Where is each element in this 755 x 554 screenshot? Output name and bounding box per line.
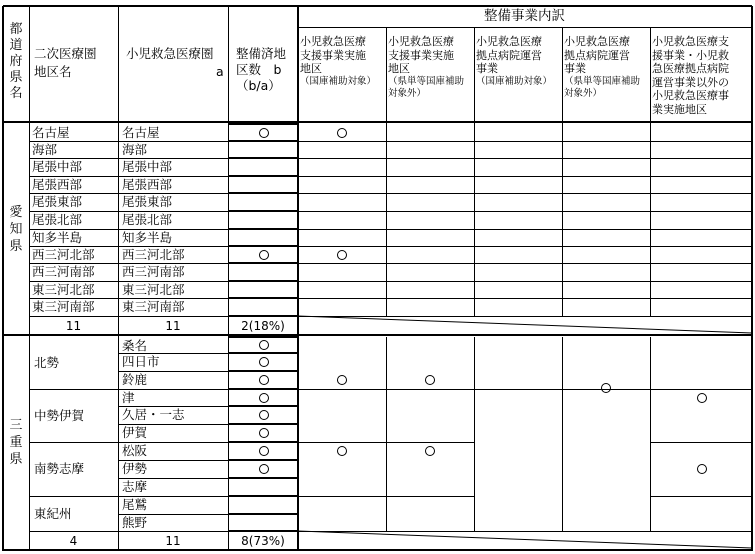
- secondary-area-name: 名古屋: [32, 125, 70, 140]
- sub-column-header-line: 拠点病院運営: [564, 48, 630, 62]
- summary-diagonal-line: [298, 316, 752, 333]
- secondary-area-name: 西三河南部: [32, 264, 95, 279]
- sub-column-header-line: 地区: [300, 62, 322, 75]
- sub-column-note: （国庫補助対象）: [300, 75, 377, 87]
- secondary-area-name: 尾張西部: [32, 177, 83, 192]
- pref-name-char: 重: [9, 435, 23, 450]
- support-project-circle-icon: [425, 446, 435, 456]
- secondary-area-name: 尾張北部: [32, 212, 83, 227]
- pref-header-char: 県: [9, 70, 23, 85]
- sub-column-header-line: 小児救急医療: [388, 35, 454, 48]
- rule-h: [228, 530, 298, 532]
- other-project-circle-icon: [697, 464, 707, 474]
- sub-column-header-line: 小児救急医療: [564, 35, 630, 48]
- support-project-circle-icon: [337, 446, 347, 456]
- secondary-area-header: 地区名: [34, 64, 72, 79]
- pediatric-area-name: 知多半島: [122, 230, 173, 245]
- rule-h: [650, 496, 752, 497]
- maintained-circle-icon: [259, 357, 269, 367]
- rule-h: [228, 423, 298, 425]
- sub-column-header-line: 小児救急医療事: [652, 89, 729, 102]
- pediatric-area-name: 伊賀: [122, 425, 148, 440]
- rule-h: [228, 388, 298, 390]
- rule-v: [386, 337, 387, 531]
- rule-v: [562, 337, 563, 531]
- total-secondary: 11: [65, 319, 82, 333]
- maintained-circle-icon: [259, 393, 269, 403]
- maintained-circle-icon: [259, 340, 269, 350]
- sub-column-header-line: 援事業・小児救: [652, 48, 729, 62]
- maintained-circle-icon: [259, 428, 269, 438]
- rule-h: [228, 336, 298, 338]
- sub-column-note: （県単等国庫補助対象外）: [564, 75, 641, 99]
- pref-name-char: 県: [9, 239, 23, 254]
- pediatric-area-name: 尾張北部: [122, 212, 173, 227]
- rule-h: [228, 405, 298, 407]
- total-secondary: 4: [69, 534, 78, 548]
- sub-column-header-line: 地区: [388, 62, 410, 75]
- pediatric-area-name: 伊勢: [122, 461, 148, 476]
- pref-name-char: 知: [9, 222, 23, 237]
- rule-h: [228, 513, 298, 515]
- pref-name-char: 愛: [9, 205, 23, 220]
- pediatric-area-name: 志摩: [122, 479, 148, 494]
- summary-diagonal-line: [298, 531, 752, 548]
- secondary-area-name: 中勢伊賀: [34, 407, 85, 423]
- rule-h: [650, 389, 752, 390]
- sub-column-header-line: 小児救急医療: [476, 35, 542, 48]
- pediatric-area-name: 松阪: [122, 443, 148, 458]
- rule-h: [228, 441, 298, 443]
- pediatric-area-name: 鈴鹿: [122, 372, 148, 387]
- secondary-area-name: 尾張中部: [32, 159, 83, 174]
- secondary-area-name: 尾張東部: [32, 194, 83, 209]
- pediatric-area-name: 桑名: [122, 338, 148, 353]
- pref-name-char: 県: [9, 452, 23, 467]
- sub-column-header-line: 事業: [476, 62, 498, 75]
- pediatric-area-name: 西三河北部: [122, 247, 185, 262]
- pediatric-area-name: 津: [122, 390, 135, 405]
- group-title: 整備事業内訳: [484, 8, 565, 24]
- rule-h: [228, 352, 298, 354]
- rule-h: [228, 459, 298, 461]
- rule-h: [228, 370, 298, 372]
- maintained-header: 整備済地: [236, 46, 287, 61]
- secondary-area-header: 二次医療圏: [34, 46, 97, 61]
- pediatric-area-name: 熊野: [122, 515, 148, 530]
- base-hospital-circle-icon: [601, 383, 611, 393]
- rule-h: [228, 477, 298, 479]
- secondary-area-name: 東三河南部: [32, 299, 95, 314]
- pref-header-char: 府: [9, 54, 23, 69]
- rule-h: [29, 496, 118, 497]
- pediatric-area-name: 海部: [122, 142, 148, 157]
- sub-column-header-line: 事業: [564, 62, 586, 75]
- pref-header-char: 都: [9, 22, 23, 37]
- support-project-circle-icon: [425, 375, 435, 385]
- sub-column-header-line: 小児救急医療: [300, 35, 366, 48]
- sub-column-header-line: 業実施地区: [652, 102, 707, 116]
- total-pediatric: 11: [165, 319, 181, 333]
- maintained-circle-icon: [259, 410, 269, 420]
- pediatric-area-header-a: a: [216, 64, 224, 79]
- other-project-circle-icon: [697, 393, 707, 403]
- pediatric-area-name: 東三河北部: [122, 282, 185, 297]
- pediatric-area-name: 四日市: [122, 354, 160, 369]
- pref-header-char: 名: [9, 86, 23, 101]
- sub-column-header-line: 運営事業以外の: [652, 75, 729, 89]
- maintained-circle-icon: [259, 464, 269, 474]
- rule-h: [29, 531, 118, 532]
- secondary-area-name: 知多半島: [32, 230, 83, 245]
- secondary-area-name: 海部: [32, 142, 58, 157]
- pediatric-area-name: 尾張中部: [122, 159, 173, 174]
- total-maintained: 2(18%): [241, 319, 285, 333]
- sub-column-header-line: 支援事業実施: [388, 48, 454, 62]
- pediatric-area-name: 東三河南部: [122, 299, 185, 314]
- maintained-circle-icon: [259, 375, 269, 385]
- sub-column-header-line: 支援事業実施: [300, 48, 366, 62]
- pref-name-char: 三: [9, 418, 23, 433]
- rule-h: [29, 442, 118, 443]
- total-maintained: 8(73%): [241, 534, 285, 548]
- secondary-area-name: 西三河北部: [32, 247, 95, 262]
- maintained-header: 区数 b: [236, 62, 282, 77]
- rule-h: [29, 389, 118, 390]
- support-project-circle-icon: [337, 375, 347, 385]
- rule-v: [650, 337, 651, 531]
- secondary-area-name: 南勢志摩: [34, 461, 85, 476]
- rule-h: [650, 442, 752, 443]
- pediatric-area-name: 尾張東部: [122, 194, 173, 209]
- pediatric-area-name: 西三河南部: [122, 264, 185, 279]
- sub-column-header-line: 小児救急医療支: [652, 35, 729, 48]
- sub-column-note: （県単等国庫補助対象外）: [388, 75, 465, 99]
- secondary-area-name: 東三河北部: [32, 282, 95, 297]
- maintained-circle-icon: [259, 446, 269, 456]
- rule-h: [650, 531, 752, 532]
- sub-column-header-line: 拠点病院運営: [476, 48, 542, 62]
- pediatric-area-name: 尾張西部: [122, 177, 173, 192]
- sub-column-header-line: 急医療拠点病院: [652, 62, 729, 75]
- pediatric-area-name: 尾鷲: [122, 497, 148, 512]
- sub-column-note: （国庫補助対象）: [476, 75, 553, 87]
- rule-h: [228, 495, 298, 497]
- maintained-header: （b/a）: [236, 78, 281, 93]
- rule-v: [474, 337, 475, 531]
- secondary-area-name: 北勢: [34, 355, 60, 370]
- total-pediatric: 11: [165, 534, 181, 548]
- pediatric-area-name: 名古屋: [122, 125, 160, 140]
- pref-header-char: 道: [9, 38, 23, 53]
- secondary-area-name: 東紀州: [34, 505, 72, 521]
- pediatric-area-name: 久居・一志: [122, 407, 185, 422]
- pediatric-area-header: 小児救急医療圏: [126, 46, 214, 61]
